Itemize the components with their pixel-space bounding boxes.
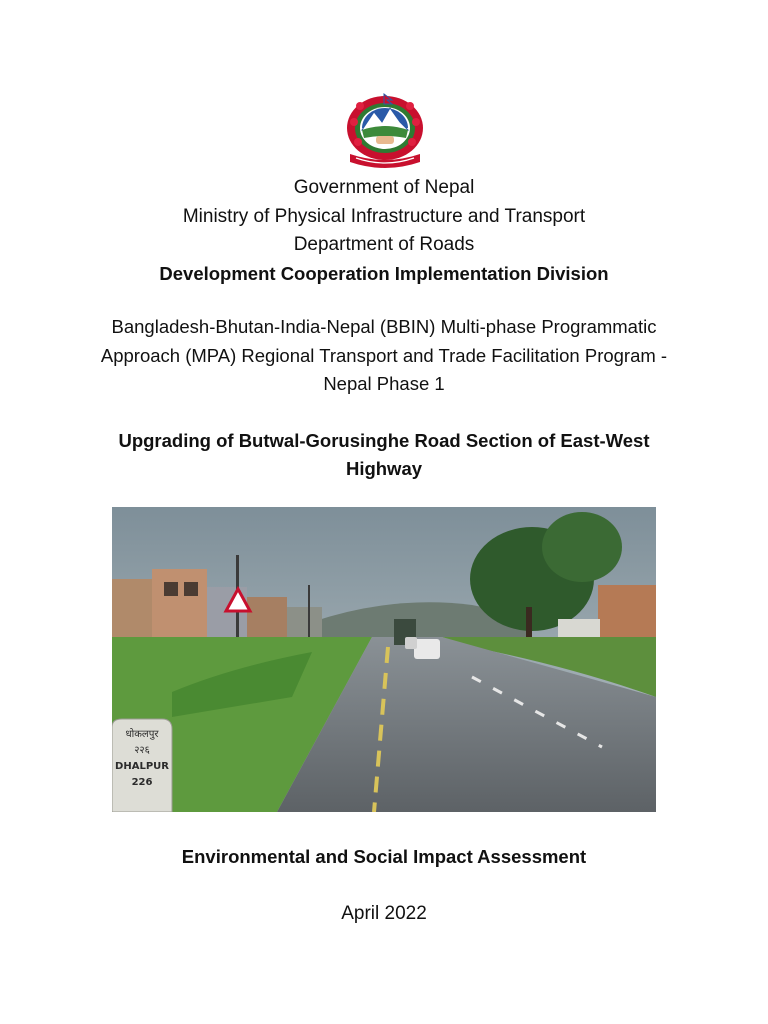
project-line-2: Highway [345, 458, 423, 479]
project-title [60, 427, 708, 483]
milestone-line-3: DHALPUR [115, 761, 169, 772]
milestone-line-2: २२६ [134, 745, 150, 756]
program-line-2: Approach (MPA) Regional Transport and Trade Facilitation Program - [100, 344, 668, 366]
division-name: Development Cooperation Implementation Division [159, 262, 609, 284]
milestone-sign [112, 727, 172, 791]
program-line-1: Bangladesh-Bhutan-India-Nepal (BBIN) Multi-phase Programmatic [111, 316, 657, 337]
report-title: Environmental and Social Impact Assessment [181, 846, 587, 867]
project-line-1: Upgrading of Butwal-Gorusinghe Road Section of East-West [118, 430, 650, 451]
government-header [60, 174, 708, 288]
milestone-line-1: धोकलपुर [125, 729, 159, 740]
department-name: Department of Roads [293, 234, 475, 255]
nepal-coat-of-arms-icon [340, 92, 430, 170]
ministry-name: Ministry of Physical Infrastructure and Transport [182, 205, 586, 227]
milestone-line-4: 226 [131, 777, 153, 788]
government-name: Government of Nepal [293, 177, 475, 198]
program-line-3: Nepal Phase 1 [323, 373, 445, 394]
road-photo [112, 507, 656, 812]
program-title [60, 313, 708, 399]
report-date: April 2022 [341, 903, 427, 924]
